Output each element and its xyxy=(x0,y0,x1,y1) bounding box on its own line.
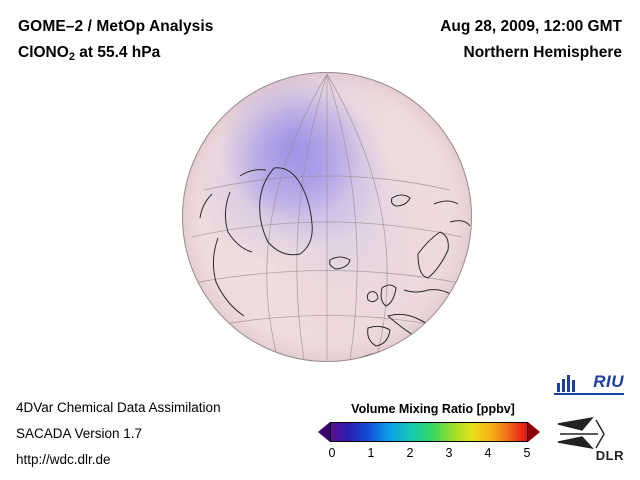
colorbar-tick: 4 xyxy=(484,446,492,460)
page-title: GOME–2 / MetOp Analysis xyxy=(18,18,214,35)
colorbar-tick: 5 xyxy=(523,446,531,460)
riu-logo-text: RIU xyxy=(593,372,624,391)
globe-overlays xyxy=(182,72,472,362)
colorbar-tick: 2 xyxy=(406,446,414,460)
globe-plot xyxy=(182,72,472,362)
species-subscript: 2 xyxy=(68,51,75,63)
colorbar-gradient xyxy=(330,422,528,442)
coastlines xyxy=(200,168,470,362)
colorbar-tick: 1 xyxy=(367,446,375,460)
colorbar-tick: 0 xyxy=(328,446,336,460)
source-url-label: http://wdc.dlr.de xyxy=(16,452,111,467)
colorbar-ticks xyxy=(318,446,540,464)
species-prefix: ClONO xyxy=(18,44,69,61)
globe-sphere xyxy=(182,72,472,362)
timestamp-label: Aug 28, 2009, 12:00 GMT xyxy=(440,18,622,35)
colorbar-over-arrow xyxy=(528,422,540,442)
riu-underline xyxy=(554,393,624,395)
colorbar xyxy=(318,422,540,442)
riu-bars-icon xyxy=(556,374,578,392)
version-label: SACADA Version 1.7 xyxy=(16,426,143,441)
dlr-logo-text: DLR xyxy=(595,448,624,463)
colorbar-title: Volume Mixing Ratio [ppbv] xyxy=(351,402,515,416)
species-subtitle xyxy=(18,44,160,62)
colorbar-tick: 3 xyxy=(445,446,453,460)
colorbar-under-arrow xyxy=(318,422,330,442)
region-label: Northern Hemisphere xyxy=(463,44,622,61)
species-level: at 55.4 hPa xyxy=(74,44,161,61)
method-label: 4DVar Chemical Data Assimilation xyxy=(16,400,221,415)
